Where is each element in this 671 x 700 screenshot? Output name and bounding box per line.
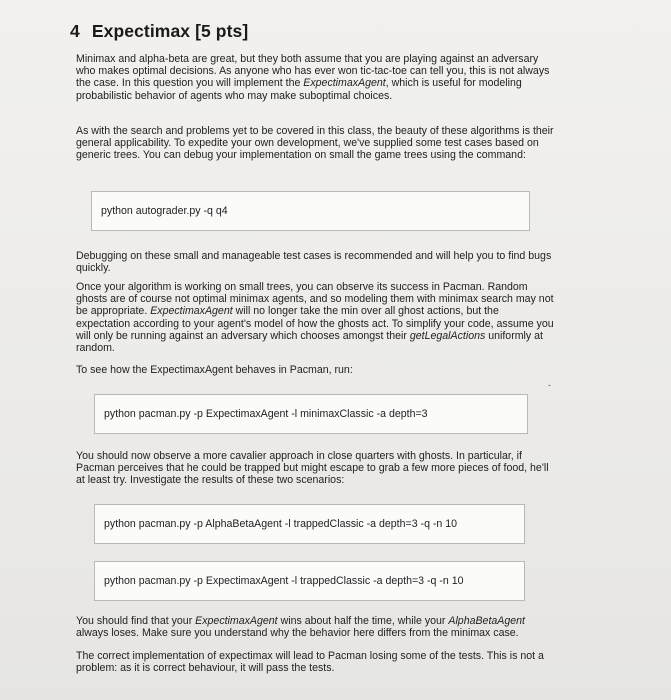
alphabeta-trapped-command-box: python pacman.py -p AlphaBetaAgent -l trappedClassic -a depth=3 -q -n 10 xyxy=(94,504,525,544)
debugging-paragraph: Debugging on these small and manageable test cases is recommended and will help you to find bugs quickly. xyxy=(76,250,552,275)
section-title: Expectimax [5 pts] xyxy=(91,21,249,41)
tick-mark: - xyxy=(548,380,551,390)
findings-paragraph: You should find that your ExpectimaxAgent wins about half the time, while your AlphaBetaAgent always loses. Make sure you understand why the behavior here differs from the minimax case. xyxy=(76,615,525,640)
section-heading xyxy=(70,21,248,42)
correct-implementation-paragraph: The correct implementation of expectimax will lead to Pacman losing some of the tests. This is not a problem: as it is correct behaviour, it will pass the tests. xyxy=(76,650,544,675)
expectimax-trapped-command-box: python pacman.py -p ExpectimaxAgent -l trappedClassic -a depth=3 -q -n 10 xyxy=(94,561,525,601)
intro-paragraph: Minimax and alpha-beta are great, but they both assume that you are playing against an adversary who makes optimal decisions. As anyone who has ever won tic-tac-toe can tell you, this is not always the case. In this question you will implement the ExpectimaxAgent, which is useful for modeling probabilistic behavior of agents who may make suboptimal choices. xyxy=(76,53,550,102)
section-number: 4 xyxy=(70,21,80,41)
pacman-paragraph: Once your algorithm is working on small trees, you can observe its success in Pacman. Random ghosts are of course not optimal minimax agents, and so modeling them with minimax search may not be appropriate. ExpectimaxAgent will no longer take the min over all ghost actions, but the expectation according to your agent's model of how the ghosts act. To simplify your code, assume you will only be running against an adversary which chooses amongst their getLegalActions uniformly at random. xyxy=(76,281,554,355)
autograder-command-box: python autograder.py -q q4 xyxy=(91,191,530,231)
general-paragraph: As with the search and problems yet to be covered in this class, the beauty of these algorithms is their general applicability. To expedite your own development, we've supplied some test cases based on generic trees. You can debug your implementation on small the game trees using the command: xyxy=(76,125,554,162)
observe-paragraph: You should now observe a more cavalier approach in close quarters with ghosts. In particular, if Pacman perceives that he could be trapped but might escape to grab a few more pieces of food, he'll at least try. Investigate the results of these two scenarios: xyxy=(76,450,549,487)
expectimax-classic-command-box: python pacman.py -p ExpectimaxAgent -l minimaxClassic -a depth=3 xyxy=(94,394,528,434)
see-how-paragraph: To see how the ExpectimaxAgent behaves in Pacman, run: xyxy=(76,364,353,376)
